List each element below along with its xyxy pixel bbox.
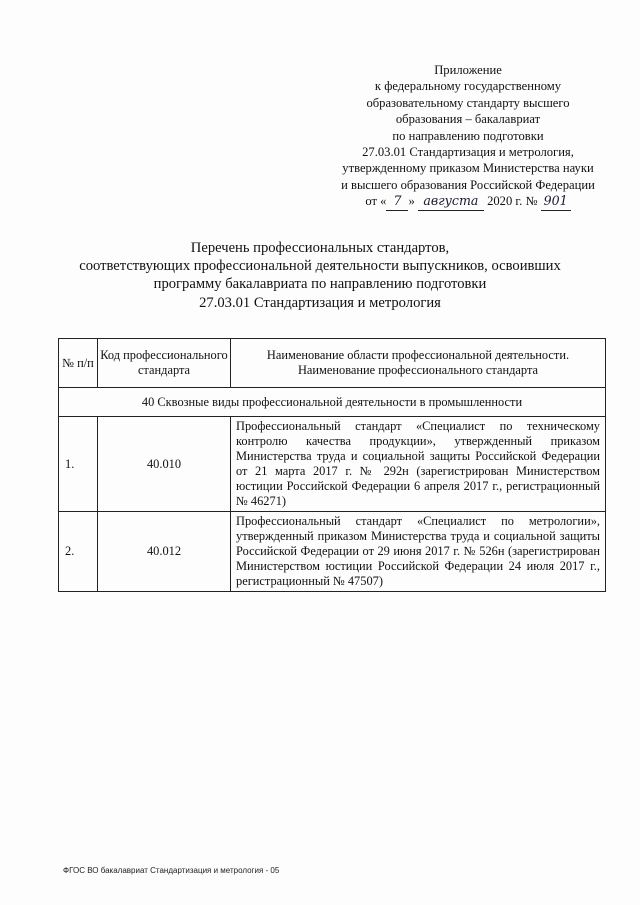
document-title	[40, 239, 600, 312]
date-mid: »	[408, 194, 415, 209]
title-line: Перечень профессиональных стандартов,	[190, 240, 450, 256]
section-title: 40 Сквозные виды профессиональной деятельности в промышленности	[59, 388, 606, 417]
appendix-line: образования – бакалавриат	[395, 112, 541, 127]
appendix-line: образовательному стандарту высшего	[366, 95, 570, 110]
date-month: августа	[418, 193, 484, 210]
table-header-row	[59, 339, 606, 388]
row-name: Профессиональный стандарт «Специалист по техническому контролю качества продукции», утвержденный приказом Министерства труда и социальной защиты Российской Федерации от 21 марта 2017 г. № 292н (зарегистрирован Министерством юстиции Российской Федерации 6 апреля 2017 г., регистрационный № 46271)	[231, 417, 606, 512]
appendix-line: Приложение	[434, 63, 502, 77]
table-row	[59, 417, 606, 512]
header-name: Наименование области профессиональной деятельности. Наименование профессионального стандарта	[231, 339, 606, 388]
title-line: соответствующих профессиональной деятельности выпускников, освоивших	[79, 258, 561, 275]
row-name: Профессиональный стандарт «Специалист по метрологии», утвержденный приказом Министерства труда и социальной защиты Российской Федерации от 29 июня 2017 г. № 526н (зарегистрирован Министерством юстиции Российской Федерации 24 июля 2017 г., регистрационный № 47507)	[231, 512, 606, 592]
date-prefix: от «	[365, 194, 387, 209]
date-year: 2020 г. №	[487, 194, 538, 209]
appendix-line: утвержденному приказом Министерства науки	[342, 161, 594, 176]
table-section-row	[59, 388, 606, 417]
appendix-line: к федеральному государственному	[374, 79, 562, 94]
header-code: Код профессионального стандарта	[98, 339, 231, 388]
title-line: 27.03.01 Стандартизация и метрология	[199, 294, 441, 311]
appendix-line: 27.03.01 Стандартизация и метрология,	[362, 145, 574, 160]
appendix-block	[318, 62, 618, 211]
order-date-line	[318, 193, 618, 210]
appendix-line: и высшего образования Российской Федерации	[341, 177, 595, 192]
order-number: 901	[541, 193, 571, 210]
standards-table	[58, 338, 606, 592]
row-code: 40.012	[98, 512, 231, 592]
row-code: 40.010	[98, 417, 231, 512]
title-line: программу бакалавриата по направлению подготовки	[153, 276, 487, 293]
header-num: № п/п	[59, 339, 98, 388]
row-num: 1.	[59, 417, 98, 512]
appendix-line: по направлению подготовки	[392, 128, 544, 143]
table-row	[59, 512, 606, 592]
page-footer: ФГОС ВО бакалавриат Стандартизация и метрология - 05	[63, 866, 280, 875]
row-num: 2.	[59, 512, 98, 592]
date-day: 7	[386, 193, 408, 210]
